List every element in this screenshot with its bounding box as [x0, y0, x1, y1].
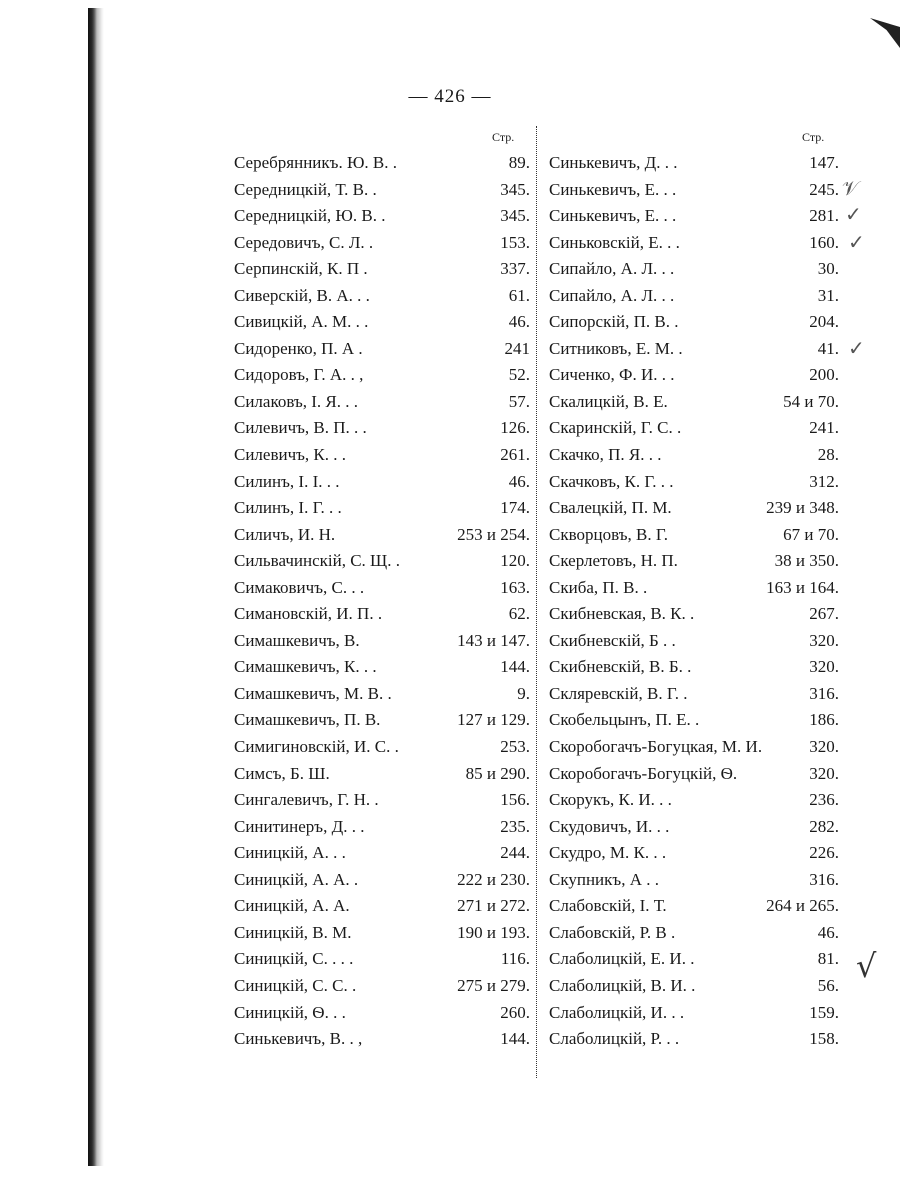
index-entry: [549, 256, 839, 283]
entry-pages: 241.: [809, 418, 839, 438]
index-entry: [234, 442, 530, 469]
entry-pages: 241: [504, 338, 530, 358]
entry-pages: 320.: [809, 763, 839, 783]
entry-pages: 222 и 230.: [457, 869, 530, 889]
index-entry: [549, 575, 839, 602]
entry-name: Скаринскій, Г. С. .: [549, 418, 682, 438]
index-entry: [549, 203, 839, 230]
entry-name: Симановскій, И. П. .: [234, 604, 383, 624]
entry-pages: 204.: [809, 312, 839, 332]
entry-pages: 127 и 129.: [457, 710, 530, 730]
index-entry: [234, 336, 530, 363]
entry-pages: 264 и 265.: [766, 896, 839, 916]
entry-name: Симашкевичъ, К. . .: [234, 657, 377, 677]
index-entry: [549, 495, 839, 522]
entry-name: Скоробогачъ-Богуцкій, Ѳ.: [549, 763, 738, 783]
entry-name: Силичъ, И. Н.: [234, 524, 336, 544]
entry-pages: 163.: [500, 577, 530, 597]
handwritten-check-icon: 𝒱: [842, 176, 859, 200]
entry-pages: 174.: [500, 498, 530, 518]
entry-name: Скерлетовъ, Н. П.: [549, 551, 678, 571]
entry-pages: 260.: [500, 1002, 530, 1022]
entry-pages: 46.: [508, 471, 530, 491]
entry-name: Симашкевичъ, В.: [234, 630, 360, 650]
scan-corner-mark: [870, 18, 900, 48]
entry-pages: 275 и 279.: [457, 975, 530, 995]
entry-name: Сильвачинскій, С. Щ. .: [234, 551, 400, 571]
entry-pages: 316.: [809, 869, 839, 889]
entry-pages: 253.: [500, 737, 530, 757]
entry-pages: 345.: [500, 206, 530, 226]
left-index-column: [234, 150, 530, 1053]
column-divider: [536, 126, 545, 1078]
index-entry: [234, 575, 530, 602]
index-entry: [549, 601, 839, 628]
index-entry: [549, 840, 839, 867]
entry-name: Симсъ, Б. Ш.: [234, 763, 330, 783]
entry-name: Сипорскій, П. В. .: [549, 312, 679, 332]
entry-pages: 46.: [508, 312, 530, 332]
entry-pages: 235.: [500, 816, 530, 836]
entry-name: Скалицкій, В. Е.: [549, 391, 668, 411]
index-entry: [234, 761, 530, 788]
entry-pages: 30.: [817, 259, 839, 279]
entry-pages: 261.: [500, 445, 530, 465]
entry-name: Скорукъ, К. И. . .: [549, 790, 672, 810]
right-column-header: Стр.: [802, 130, 825, 144]
index-entry: [549, 230, 839, 257]
index-entry: [234, 814, 530, 841]
entry-name: Слаболицкій, И. . .: [549, 1002, 685, 1022]
index-entry: [234, 256, 530, 283]
handwritten-check-icon: ✓: [848, 336, 865, 360]
entry-name: Сидоренко, П. А .: [234, 338, 363, 358]
entry-name: Скоробогачъ-Богуцкая, М. И.: [549, 737, 763, 757]
entry-name: Свалецкій, П. М.: [549, 498, 672, 518]
entry-name: Синицкій, А. А. .: [234, 869, 359, 889]
index-entry: [234, 203, 530, 230]
index-entry: [549, 336, 839, 363]
entry-pages: 320.: [809, 630, 839, 650]
entry-name: Симигиновскій, И. С. .: [234, 737, 399, 757]
entry-pages: 312.: [809, 471, 839, 491]
index-entry: [549, 973, 839, 1000]
entry-pages: 61.: [508, 285, 530, 305]
entry-name: Середницкій, Т. В. .: [234, 179, 377, 199]
right-index-column: [549, 150, 839, 1053]
entry-name: Симашкевичъ, П. В.: [234, 710, 381, 730]
index-entry: [234, 681, 530, 708]
handwritten-check-icon: ✓: [845, 202, 862, 226]
index-entry: [234, 787, 530, 814]
entry-name: Скиба, П. В. .: [549, 577, 648, 597]
entry-pages: 253 и 254.: [457, 524, 530, 544]
entry-name: Слаболицкій, Е. И. .: [549, 949, 695, 969]
index-entry: [549, 946, 839, 973]
entry-name: Синицкій, С. . . .: [234, 949, 354, 969]
index-entry: [549, 283, 839, 310]
entry-name: Синицкій, Ѳ. . .: [234, 1002, 346, 1022]
entry-name: Серпинскій, К. П .: [234, 259, 368, 279]
left-column-header: Стр.: [492, 130, 515, 144]
entry-name: Скобельцынъ, П. Е. .: [549, 710, 700, 730]
index-entry: [234, 283, 530, 310]
entry-name: Сидоровъ, Г. А. . ,: [234, 365, 364, 385]
entry-name: Симаковичъ, С. . .: [234, 577, 365, 597]
index-entry: [549, 442, 839, 469]
entry-pages: 200.: [809, 365, 839, 385]
index-entry: [234, 150, 530, 177]
entry-pages: 46.: [817, 922, 839, 942]
index-entry: [549, 761, 839, 788]
index-entry: [234, 654, 530, 681]
index-entry: [234, 840, 530, 867]
index-entry: [234, 230, 530, 257]
index-entry: [234, 628, 530, 655]
entry-pages: 62.: [508, 604, 530, 624]
index-entry: [234, 867, 530, 894]
entry-pages: 52.: [508, 365, 530, 385]
index-entry: [549, 309, 839, 336]
entry-pages: 190 и 193.: [457, 922, 530, 942]
index-entry: [549, 707, 839, 734]
entry-name: Синькевичъ, Д. . .: [549, 153, 678, 172]
entry-pages: 245.: [809, 179, 839, 199]
handwritten-check-icon: √: [856, 947, 877, 985]
entry-name: Скачко, П. Я. . .: [549, 445, 662, 465]
entry-pages: 9.: [517, 683, 530, 703]
index-entry: [234, 601, 530, 628]
entry-pages: 267.: [809, 604, 839, 624]
entry-pages: 143 и 147.: [457, 630, 530, 650]
entry-pages: 281.: [809, 206, 839, 226]
index-entry: [549, 628, 839, 655]
index-entry: [234, 1000, 530, 1027]
index-entry: [549, 415, 839, 442]
index-entry: [549, 362, 839, 389]
entry-name: Скудовичъ, И. . .: [549, 816, 670, 836]
index-entry: [549, 177, 839, 204]
entry-name: Синицкій, В. М.: [234, 922, 352, 942]
entry-name: Силинъ, І. І. . .: [234, 471, 340, 491]
entry-pages: 38 и 350.: [774, 551, 839, 571]
entry-pages: 116.: [500, 949, 530, 969]
entry-name: Скибневскій, В. Б. .: [549, 657, 692, 677]
index-entry: [549, 389, 839, 416]
entry-name: Скибневская, В. К. .: [549, 604, 695, 624]
entry-name: Скудро, М. К. . .: [549, 843, 667, 863]
entry-pages: 31.: [817, 285, 839, 305]
entry-pages: 85 и 290.: [465, 763, 530, 783]
entry-name: Силинъ, І. Г. . .: [234, 498, 342, 518]
entry-pages: 159.: [809, 1002, 839, 1022]
entry-name: Скупникъ, А . .: [549, 869, 659, 889]
index-entry: [234, 946, 530, 973]
index-entry: [549, 469, 839, 496]
entry-pages: 226.: [809, 843, 839, 863]
entry-pages: 56.: [817, 975, 839, 995]
entry-name: Сингалевичъ, Г. Н. .: [234, 790, 379, 810]
index-entry: [234, 495, 530, 522]
entry-pages: 158.: [809, 1029, 839, 1049]
index-entry: [549, 867, 839, 894]
entry-pages: 316.: [809, 683, 839, 703]
entry-name: Серебрянникъ. Ю. В. .: [234, 153, 398, 172]
index-entry: [234, 309, 530, 336]
entry-pages: 41.: [817, 338, 839, 358]
entry-pages: 236.: [809, 790, 839, 810]
index-entry: [549, 681, 839, 708]
entry-name: Скворцовъ, В. Г.: [549, 524, 668, 544]
entry-pages: 239 и 348.: [766, 498, 839, 518]
index-entry: [549, 1000, 839, 1027]
index-entry: [549, 522, 839, 549]
entry-pages: 244.: [500, 843, 530, 863]
index-entry: [234, 734, 530, 761]
entry-pages: 147.: [809, 153, 839, 172]
entry-name: Середницкій, Ю. В. .: [234, 206, 386, 226]
entry-name: Сиверскій, В. А. . .: [234, 285, 370, 305]
index-entry: [234, 415, 530, 442]
index-entry: [549, 787, 839, 814]
entry-name: Слабовскій, Р. В .: [549, 922, 676, 942]
entry-pages: 144.: [500, 657, 530, 677]
page-number: — 426 —: [408, 86, 492, 107]
entry-pages: 345.: [500, 179, 530, 199]
entry-name: Скибневскій, Б . .: [549, 630, 676, 650]
entry-name: Синицкій, А. А.: [234, 896, 350, 916]
entry-pages: 120.: [500, 551, 530, 571]
index-entry: [549, 893, 839, 920]
entry-pages: 54 и 70.: [783, 391, 839, 411]
entry-name: Синьковскій, Е. . .: [549, 232, 680, 252]
index-entry: [234, 920, 530, 947]
entry-pages: 320.: [809, 657, 839, 677]
entry-pages: 153.: [500, 232, 530, 252]
entry-pages: 57.: [508, 391, 530, 411]
entry-pages: 67 и 70.: [783, 524, 839, 544]
entry-name: Синитинеръ, Д. . .: [234, 816, 365, 836]
entry-name: Силевичъ, К. . .: [234, 445, 347, 465]
index-entry: [549, 814, 839, 841]
entry-name: Скляревскій, В. Г. .: [549, 683, 688, 703]
entry-name: Слаболицкій, В. И. .: [549, 975, 696, 995]
page-binding-edge: [88, 8, 104, 1166]
entry-pages: 144.: [500, 1029, 530, 1049]
entry-pages: 126.: [500, 418, 530, 438]
index-entry: [549, 734, 839, 761]
entry-name: Силевичъ, В. П. . .: [234, 418, 367, 438]
entry-pages: 271 и 272.: [457, 896, 530, 916]
entry-name: Синицкій, С. С. .: [234, 975, 357, 995]
index-entry: [234, 522, 530, 549]
entry-pages: 163 и 164.: [766, 577, 839, 597]
entry-name: Синькевичъ, В. . ,: [234, 1029, 363, 1049]
entry-name: Синькевичъ, Е. . .: [549, 179, 677, 199]
entry-pages: 282.: [809, 816, 839, 836]
handwritten-check-icon: ✓: [848, 230, 865, 254]
entry-name: Симашкевичъ, М. В. .: [234, 683, 392, 703]
index-entry: [234, 893, 530, 920]
index-entry: [549, 920, 839, 947]
index-entry: [234, 177, 530, 204]
index-entry: [549, 548, 839, 575]
entry-pages: 81.: [817, 949, 839, 969]
index-entry: [549, 1026, 839, 1053]
entry-pages: 160.: [809, 232, 839, 252]
entry-name: Середовичъ, С. Л. .: [234, 232, 374, 252]
entry-name: Слабовскій, І. Т.: [549, 896, 667, 916]
index-entry: [549, 654, 839, 681]
entry-name: Силаковъ, І. Я. . .: [234, 391, 359, 411]
entry-pages: 337.: [500, 259, 530, 279]
index-entry: [234, 469, 530, 496]
index-entry: [234, 1026, 530, 1053]
entry-name: Сиченко, Ф. И. . .: [549, 365, 675, 385]
index-entry: [549, 150, 839, 177]
index-entry: [234, 973, 530, 1000]
entry-name: Скачковъ, К. Г. . .: [549, 471, 674, 491]
entry-name: Сипайло, А. Л. . .: [549, 285, 675, 305]
entry-name: Ситниковъ, Е. М. .: [549, 338, 683, 358]
entry-pages: 186.: [809, 710, 839, 730]
index-entry: [234, 548, 530, 575]
entry-name: Синькевичъ, Е. . .: [549, 206, 677, 226]
entry-pages: 156.: [500, 790, 530, 810]
entry-pages: 89.: [508, 153, 530, 172]
entry-name: Сипайло, А. Л. . .: [549, 259, 675, 279]
index-entry: [234, 362, 530, 389]
index-entry: [234, 389, 530, 416]
entry-name: Синицкій, А. . .: [234, 843, 346, 863]
entry-pages: 320.: [809, 737, 839, 757]
entry-name: Сивицкій, А. М. . .: [234, 312, 369, 332]
entry-pages: 28.: [817, 445, 839, 465]
index-entry: [234, 707, 530, 734]
entry-name: Слаболицкій, Р. . .: [549, 1029, 680, 1049]
